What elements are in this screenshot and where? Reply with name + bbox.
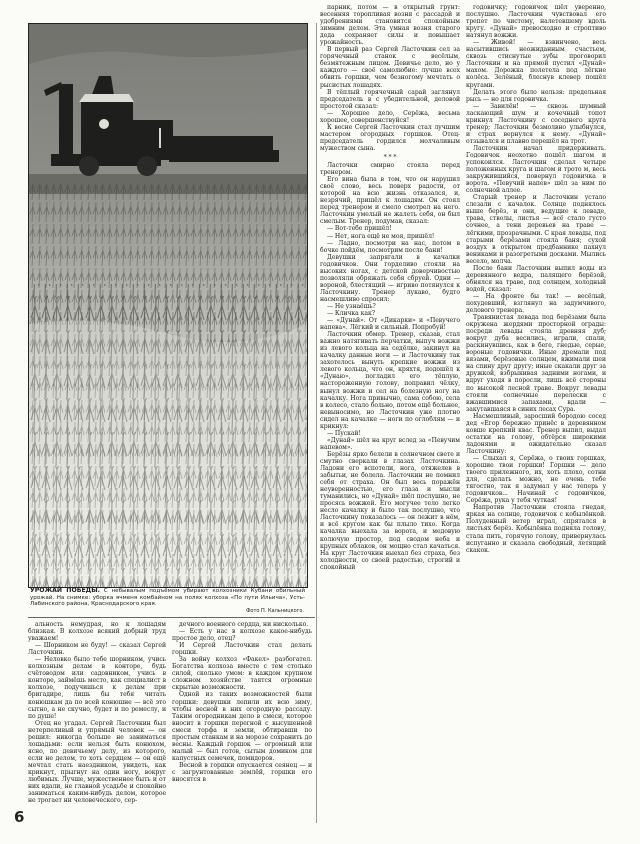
- article-paragraph: Делать этого было нельзя: предельная рысь — но для годовичка.: [466, 88, 606, 103]
- article-paragraph: И Сергей Ласточкин стал делать горшки.: [172, 642, 312, 657]
- article-paragraph: альность немудрая, но к лошадям близкая. В колхозе всякий добрый труд уважаем!: [28, 621, 166, 643]
- caption-text: С небывалым подъёмом убирают колхозники Кубани обильный урожай. На снимке: уборка ячменя комбайном на полях колхоза «По пути Ильича», Усть-Лабинского района, Краснодарского края.: [30, 588, 306, 607]
- article-paragraph: дечного военного сердца, ни нисколько.: [179, 621, 309, 628]
- article-paragraph: — Живой! — взвинчено, весь насытившись неожиданным счастьем, сквозь стиснутые зубы проговорил Ласточкин и на прямой пустил «Дунай» махом. Дорожка полетела под лёгкие колёса. Зелёный, блеснув клевер пошёл кругами.: [466, 39, 606, 89]
- article-paragraph: — Пускай!: [327, 429, 361, 437]
- article-paragraph: Девушки запрягали в качалки годовичков. Они горделиво стояли на высоких ногах, с детской доверчивостью позволяли обряжать себя сбруей. Одни — вороной, блестящий — игриво потянулся к Ласточкину. Тренер лукаво, будто насмешливо спросил:: [320, 253, 460, 303]
- article-paragraph: годовичку; годовичок шёл уверенно, послушно. Ласточкин чувствовал его трепет по чистому, налетевшему вдоль кругу. «Дунай» превосходно и строптиво натянул вожжи.: [466, 4, 606, 40]
- article-paragraph: В тёплый горячечный сарай заглянул председатель в с убедительной, деловой простотой сказал:: [320, 88, 460, 110]
- article-paragraph: Его вина была в том, что он нарушил своё слово, весь поверх радости, от которой на всю жизнь отказался, и, незрячий, пришёл к лошадям. Он стоял перед тренером и смело смотрел на него. Ласточкин умелый не жалеть себя, он был смелым. Тренер, подумав, сказал:: [320, 176, 460, 226]
- article-paragraph: Ласточкин обмер. Тренер, сказав, стал важно натягивать перчатки, выпуч вожжи из левого кольца на седёлке, закинул на качалку данные ноги — и Ласточкину так захотелось вынуть крепкие вожжи из левого кольца, что он, кряхтя, подошёл к «Дунаю», погладил его тёплую, настороженную голову, поправил чёлку, вынул вожжи и сел на болезную ногу на качалку. Нога привычно, сама собою, села в колесо, стало больно, потом ещё больнее, невыносимо, но Ласточкин уже плотно сидел на качалке — ноги по оглоблям — и крикнул:: [320, 331, 460, 430]
- article-paragraph: парник, потом — в открытый грунт: весенняя торопливая возня с рассадой и удобрениями становится спокойным зимним делом. Эта умная возня старого деда сохраняет силы и повышает урожайность.: [320, 4, 460, 47]
- article-paragraph: — «Дунай». От «Дикарки» и «Певучего напева». Лёгкий и сильный. Попробуй!: [320, 317, 460, 332]
- text-column-4: [172, 621, 312, 821]
- article-paragraph: — Есть у нас в колхозе какое-нибудь простое дело, отец?: [172, 628, 312, 643]
- article-paragraph: После бани Ласточкин выпил воды из деревянного ведра, палящего берёзой, обнялся на траве, под солнцем, холодный водой, сказал:: [466, 264, 606, 293]
- article-paragraph: — Завилён! — сквозь шумный ласкающий шум и кочечный топот крикнул Ласточкину с соседнего круга тренер; Ласточкин безмолвно улыбнулся, и страх вернулся к нему. «Дунай» отзывался и плавно перешёл на трот.: [466, 102, 606, 145]
- article-paragraph: — Вот-тебе пришёл!: [327, 225, 392, 233]
- article-paragraph: — Хорошее дело, Серёжа, весьма хорошее, совершенствуйся!: [320, 109, 460, 124]
- horizontal-rule: [28, 617, 315, 618]
- article-paragraph: Одной из таких возможностей были горшки: девушки лепили их всю зиму, чтобы весной в них огородную рассаду. Таким огородникам дело в смеси, которое вносит в горшки перегной с высушенной смеси торфа и земли, обтиравши по простым станкам и на морозе сохранить до весны. Каждый горшок — огромный или малый — был готов, сытым домиком для капустных семечек, помидоров.: [172, 691, 312, 762]
- photo-caption: [30, 588, 305, 608]
- text-column-3: [28, 621, 166, 821]
- photo-credit: Фото П. Кальницкого.: [246, 608, 304, 614]
- article-paragraph: За войну колхоз «Факел» разбогател. Богатства колхоза вместе с тем столько силой, сколько умом: в каждом крупном сложном хозяйстве таятся огромные скрытые возможности.: [172, 656, 312, 692]
- text-column-2: [466, 4, 606, 820]
- article-paragraph: Старый тренер и Ласточкин устало слезали с качалок. Солнце поднялось выше берёз, и они, ведущие к леваде, трава, стволы, листья — всё стало густо сочнее, а тени деревьев на траве — лёгкими, прозрачными. С края левады, под старыми берёзами стояла баня; сухой воздух в открытом предбаннике пахнул вениками и разогретыми досками. Мылись весело, молча.: [466, 194, 606, 265]
- article-paragraph: — Слыхал я, Серёжа, о твоих горшках, хорошие твои горшки! Горшки — дело твоего прилежного, их, хоть плохо, сотни для, сделать можно, не очень тебе тягостно, так я задумал у нас теперь у годовичков... Начинай с годовичков, Серёжа, рука у тебя чуткая!: [466, 455, 606, 505]
- article-paragraph: * * *: [383, 153, 397, 161]
- article-paragraph: — Шорником не буду! — сказал Сергей Ласточкин.: [28, 642, 166, 657]
- article-paragraph: — Кличка как?: [327, 310, 375, 318]
- column-divider: [316, 23, 317, 823]
- article-paragraph: «Дунай» шёл на круг вслед за «Певучим напевом».: [320, 436, 460, 451]
- article-paragraph: — Нет, нога ещё не моя, пришёл!: [327, 232, 435, 240]
- text-column-1: [320, 4, 460, 820]
- combine-harvest-photo-image: [29, 24, 307, 587]
- article-paragraph: В первый раз Сергей Ласточкин сел за горячечный станок с весёлым, безмятежным лицом. Девичье дело, но у каждого — своё самолюбие: лучше всех обвить горшки, чем безногому мечтать о рысистых лошадях.: [320, 46, 460, 89]
- article-paragraph: — Ладно, посмотри на нас, потом в бочке пойдём, посмотрим после бани!: [320, 239, 460, 254]
- article-paragraph: — На фронте бы так! — весёлый, похудевший, взглянул на задумчивого, делового тренера.: [466, 292, 606, 315]
- article-paragraph: — Неловко было тебе шорником, учись колхозным делам в конторе, будь счётоводом или садовником, учись в конторе, займёшь место, как специалист в колхозе, подучишься к делам при бригадире, лишь бы тебя читать конюшкам да по всей конюшне — всё это сытно, а не скучно, будет и по ремеслу, и по душе!: [28, 656, 166, 720]
- article-paragraph: Ласточки смирно стояла перед тренером.: [320, 162, 460, 177]
- article-paragraph: Весной в горшки опускается сеянец — и с загрунтованные землёй, горшки его вносятся в: [172, 761, 312, 784]
- page-number: 6: [14, 808, 25, 826]
- harvest-photo: [28, 23, 308, 588]
- article-paragraph: Берёзы ярко белели в солнечном свете и смутно сверкали в глазах Ласточкина. Ладони его вспотели, нога, отяжелев в забытьи, не болела. Ласточкин не помнил себя от страха. Он был весь поражён неуверенностью, его глаза и мысли туманились, но «Дунай» шёл послушно, не просясь вожжей. Его могучее тело легко несло качалку и было так послушно, что Ласточкину показалось — он лежит в нём, и всё кругом как бы плыло тихо. Когда качалка выехала за ворота, и медовую колючую простор, под сводом неба и крупных облаков, он мощно стал качаться. На круг Ласточкин выехал без страха, без холодности, со своей радостью, строгий и спокойный: [320, 450, 460, 571]
- article-paragraph: Ласточкин начал придерживать. Годовичок неохотно пошёл шагом и успокоился. Ласточкин сделал четыре положенных круга и шагом и трото м, весь закружившийся, повернул годовичка в ворота. «Певучий напев» шёл за ним по солнечной аллее.: [466, 144, 606, 195]
- article-paragraph: Отец не угадал. Сергей Ласточкин был нетерпеливый и упрямый человек — он решил: никогда больше не заниматься лошадьми: если нельзя быть конюхом, ясно, по девичьему делу, из которого, если не делом, то хоть сердцем — он ещё мечтал стать наездником, увидеть, как крикнут, прыгнут на один ногу, вокруг любимых. Лучше, мужественнее быть и от них вдали, не главной усадьбе и спокойно заниматься каким-нибудь делом, которое не трогает ни человеческого, сер-: [28, 719, 166, 805]
- article-paragraph: Напротив Ласточкин стояла гнедая, яркая на солнце, годовичок с кобылёнкой. Полуденный ветер играл, спрятался в листьях берёз. Кобылёнка подняла голову, стала пить, горячую голову, привернулась испуганно и сказала свободный, летящий скакок.: [466, 504, 606, 554]
- article-paragraph: К весне Сергей Ласточкин стал лучшим мастером огородных горшков. Отец-председатель гордился молчаливым мужеством сына.: [320, 123, 460, 152]
- article-paragraph: — Не узнаёшь?: [327, 302, 376, 310]
- article-paragraph: Насмешливый, заросший бородою сосед дед «Егор бережно принёс в деревянном ковше крепкий квас. Тренер выпил, выдал остатки на голову, обтёрся широкими ладонями и ожидательно сказал Ласточкину:: [466, 412, 606, 455]
- caption-title: УРОЖАЙ ПОБЕДЫ.: [30, 587, 100, 594]
- article-paragraph: Травянистая левада под берёзами была окружена жердями просторной ограды: посреди левады стояла древняя дуб; вокруг дуба весились, играли, спали, раскинувшись, как в беге, гнедые, серые, вороные годовички. Иные дремали под вязами, берёзовые солнцем, вжимали шеи на спину друг другу; иные скакали друг за дружкой, взбрыкивая задними ногами, и вдруг уходя в поросли, лишь всё стороны по высокой лесной траве. Вокруг левады стояли солнечные перелески с вжавшимися запахами, вдали — закутавшаяся в синих лесах Сура.: [466, 314, 606, 413]
